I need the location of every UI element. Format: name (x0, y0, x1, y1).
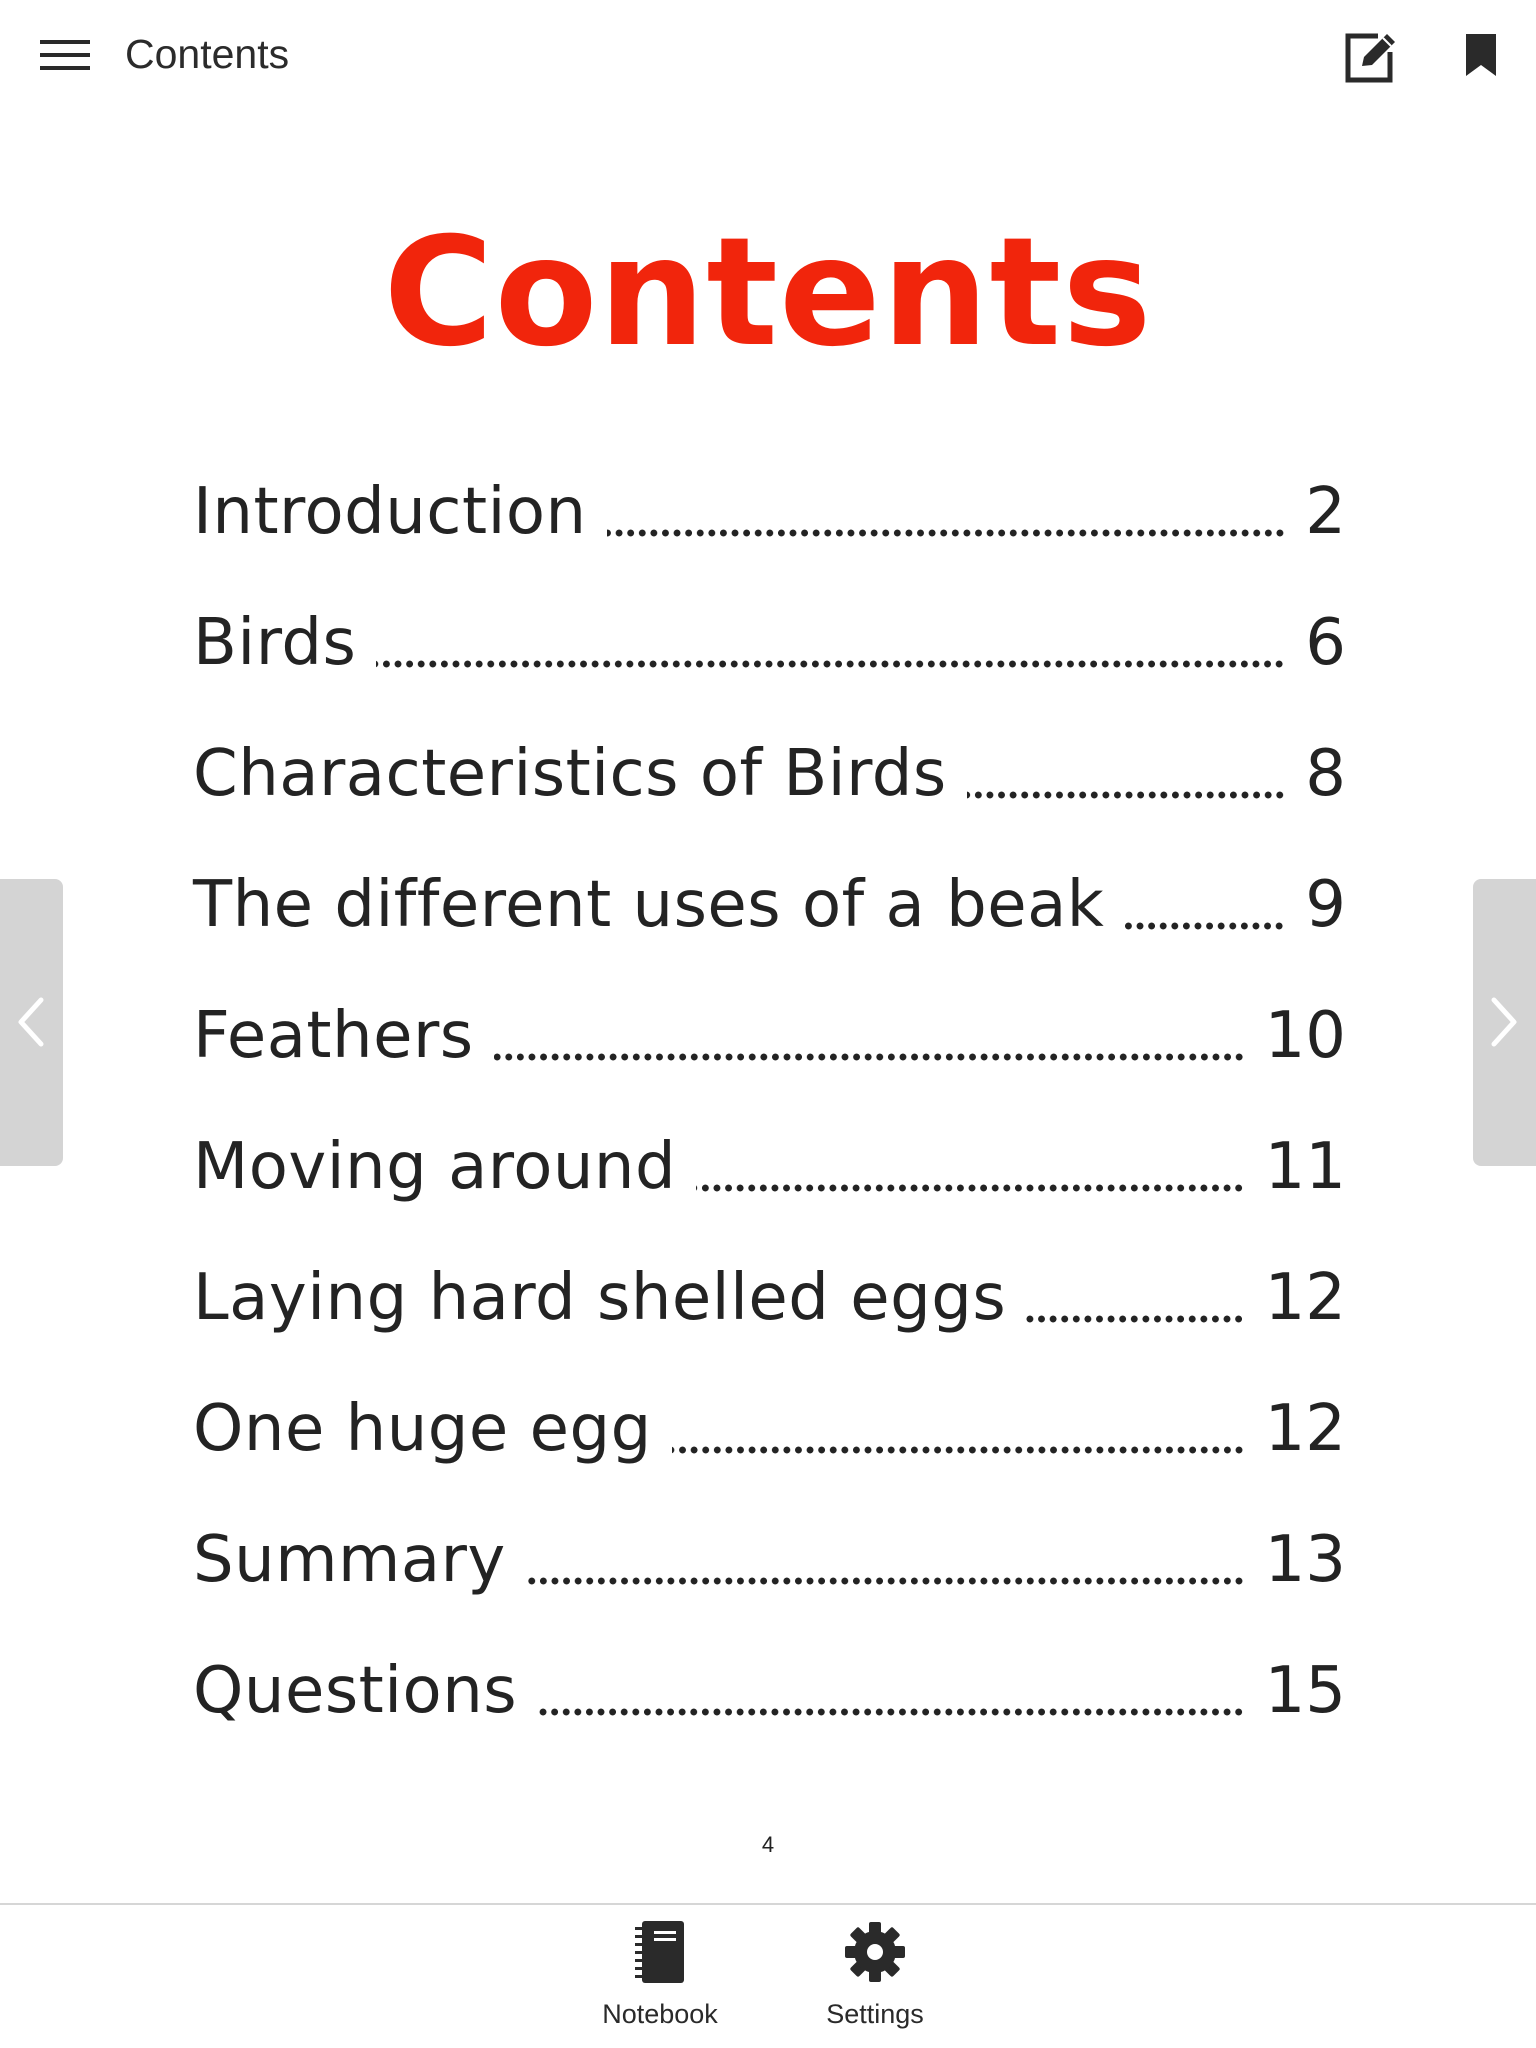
notebook-label: Notebook (602, 1999, 718, 2029)
book-page (0, 108, 1536, 1903)
settings-button[interactable] (795, 1913, 955, 2043)
toc-entry[interactable] (193, 1626, 1346, 1757)
toc-entry[interactable] (193, 971, 1346, 1102)
hamburger-menu-icon-bar (40, 53, 90, 57)
toc-entry-page: 6 (1305, 606, 1346, 680)
previous-page-button[interactable] (0, 879, 63, 1166)
toc-entry-title: Feathers (193, 999, 474, 1073)
toc-leader-dots (672, 1445, 1245, 1455)
toc-entry-title: Summary (193, 1523, 506, 1597)
toc-entry-page: 15 (1264, 1654, 1346, 1728)
toc-entry-page: 11 (1264, 1130, 1346, 1204)
toc-entry-page: 2 (1305, 475, 1346, 549)
toc-entry[interactable] (193, 447, 1346, 578)
top-app-bar (0, 0, 1536, 108)
notebook-button[interactable] (580, 1913, 740, 2043)
bookmark-button[interactable] (1450, 26, 1512, 88)
chevron-right-icon (1486, 994, 1522, 1050)
toc-entry[interactable] (193, 840, 1346, 971)
next-page-button[interactable] (1473, 879, 1536, 1166)
edit-note-icon (1340, 26, 1402, 88)
toc-leader-dots (537, 1707, 1244, 1717)
toc-leader-dots (967, 790, 1286, 800)
toc-entry[interactable] (193, 709, 1346, 840)
hamburger-menu-icon (40, 40, 90, 44)
edit-note-button[interactable] (1340, 26, 1402, 88)
toc-entry[interactable] (193, 1102, 1346, 1233)
toc-leader-dots (376, 659, 1285, 669)
settings-label: Settings (826, 1999, 924, 2029)
toc-entry-page: 8 (1305, 737, 1346, 811)
toc-entry-page: 10 (1264, 999, 1346, 1073)
toc-entry-page: 12 (1264, 1392, 1346, 1466)
toc-entry-title: Characteristics of Birds (193, 737, 947, 811)
toc-entry-page: 9 (1305, 868, 1346, 942)
toc-leader-dots (494, 1052, 1245, 1062)
toc-entry-title: Birds (193, 606, 357, 680)
table-of-contents (193, 447, 1346, 1757)
toc-leader-dots (607, 528, 1286, 538)
toc-entry-title: One huge egg (193, 1392, 652, 1466)
toc-leader-dots (1026, 1314, 1244, 1324)
toc-leader-dots (526, 1576, 1245, 1586)
page-heading: Contents (383, 206, 1153, 380)
toc-entry-title: Introduction (193, 475, 587, 549)
gear-icon (845, 1919, 905, 1985)
toc-entry-title: Laying hard shelled eggs (193, 1261, 1007, 1335)
topbar-title: Contents (125, 31, 290, 77)
toc-entry-title: Questions (193, 1654, 518, 1728)
toc-entry[interactable] (193, 1364, 1346, 1495)
toc-entry-title: The different uses of a beak (193, 868, 1105, 942)
toc-entry[interactable] (193, 578, 1346, 709)
page-number: 4 (761, 1832, 775, 1857)
bottom-toolbar (0, 1903, 1536, 2048)
bookmark-icon (1450, 26, 1512, 88)
toc-leader-dots (1124, 921, 1285, 931)
notebook-icon (630, 1919, 690, 1985)
hamburger-menu-icon-bar (40, 66, 90, 70)
toc-entry[interactable] (193, 1495, 1346, 1626)
toc-entry-page: 12 (1264, 1261, 1346, 1335)
chevron-left-icon (13, 994, 49, 1050)
menu-button[interactable] (28, 24, 102, 84)
toc-entry-title: Moving around (193, 1130, 677, 1204)
toc-entry[interactable] (193, 1233, 1346, 1364)
toc-entry-page: 13 (1264, 1523, 1346, 1597)
toc-leader-dots (696, 1183, 1244, 1193)
